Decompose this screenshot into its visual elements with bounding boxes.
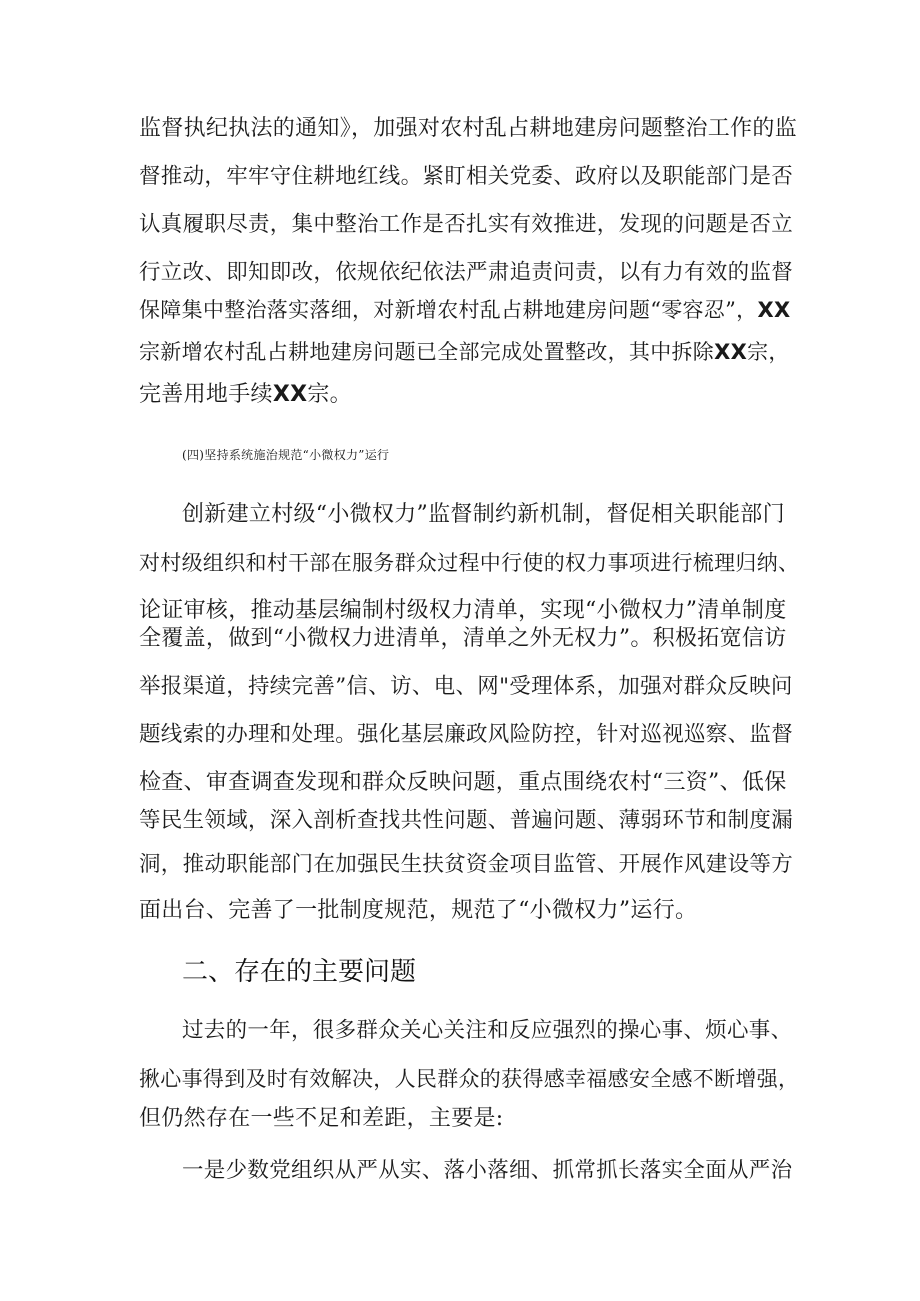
paragraph-line: 保障集中整治落实落细，对新增农村乱占耕地建房问题“零容忍”，XX bbox=[139, 298, 791, 322]
subsection-title: (四)坚持系统施治规范“小微权力”运行 bbox=[182, 448, 390, 462]
paragraph-line: 举报渠道，持续完善”信、访、电、网"受理体系，加强对群众反映问 bbox=[139, 674, 793, 699]
paragraph-line: 但仍然存在一些不足和差距，主要是: bbox=[139, 1106, 504, 1131]
paragraph-line: 过去的一年，很多群众关心关注和反应强烈的操心事、烦心事、 bbox=[182, 1018, 793, 1043]
paragraph-line: 宗新增农村乱占耕地建房问题已全部完成处置整改，其中拆除XX宗， bbox=[139, 340, 790, 364]
paragraph-line: 对村级组织和村干部在服务群众过程中行使的权力事项进行梳理归纳、 bbox=[139, 551, 800, 575]
paragraph-line: 一是少数党组织从严从实、落小落细、抓常抓长落实全面从严治 bbox=[182, 1158, 793, 1183]
paragraph-line: 题线索的办理和处理。强化基层廉政风险防控，针对巡视巡察、监督 bbox=[139, 722, 794, 747]
paragraph-line: 完善用地手续XX宗。 bbox=[139, 382, 352, 407]
paragraph-line: 等民生领域，深入剖析查找共性问题、普遍问题、薄弱环节和制度漏 bbox=[139, 808, 794, 833]
paragraph-line: 论证审核，推动基层编制村级权力清单，实现“小微权力”清单制度 bbox=[139, 598, 787, 623]
paragraph-line: 揪心事得到及时有效解决，人民群众的获得感幸福感安全感不断增强， bbox=[139, 1067, 800, 1091]
section-heading: 二、存在的主要问题 bbox=[182, 957, 417, 987]
paragraph-line: 监督执纪执法的通知》，加强对农村乱占耕地建房问题整治工作的监 bbox=[139, 116, 798, 141]
paragraph-line: 认真履职尽责，集中整治工作是否扎实有效推进，发现的问题是否立 bbox=[139, 212, 794, 237]
paragraph-line: 行立改、即知即改，依规依纪依法严肃追责问责，以有力有效的监督 bbox=[139, 260, 794, 285]
paragraph-line: 督推动，牢牢守住耕地红线。紧盯相关党委、政府以及职能部门是否 bbox=[139, 164, 794, 189]
paragraph-line: 全覆盖，做到“小微权力进清单，清单之外无权力”。积极拓宽信访 bbox=[139, 626, 787, 651]
paragraph-line: 洞，推动职能部门在加强民生扶贫资金项目监管、开展作风建设等方 bbox=[139, 852, 794, 877]
paragraph-line: 检查、审查调查发现和群众反映问题，重点围绕农村“三资”、低保 bbox=[139, 770, 787, 795]
paragraph-line: 面出台、完善了一批制度规范，规范了“小微权力”运行。 bbox=[139, 898, 698, 923]
paragraph-line: 创新建立村级“小微权力”监督制约新机制，督促相关职能部门 bbox=[182, 502, 785, 527]
